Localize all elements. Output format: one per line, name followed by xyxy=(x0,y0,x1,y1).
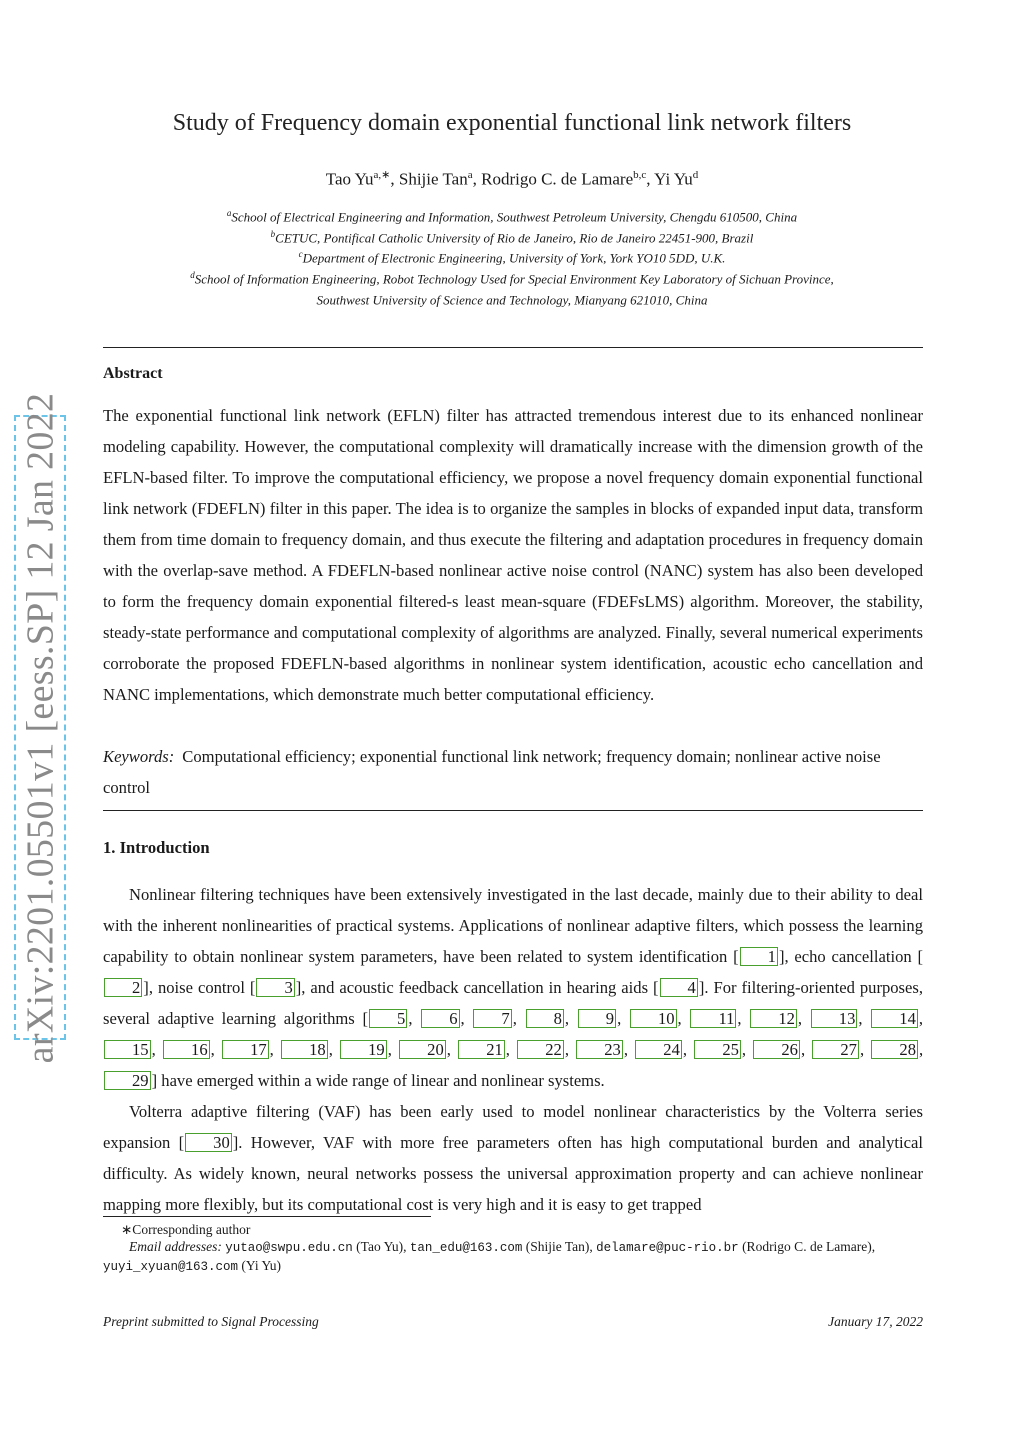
citation-list: 5 , 6 , 7 , 8 , 9 , 10 , 11 , 12 , 13 , 14 , 15 , 16 , 17 , 18 , 19 , 20 , 21 , 22 , 23 , 24 , 25 , 26 , 27 , 28 , 29 xyxy=(103,1009,923,1090)
citation-link[interactable]: 19 xyxy=(340,1040,387,1059)
abstract-heading: Abstract xyxy=(103,365,163,382)
affiliation: Southwest University of Science and Technology, Mianyang 621010, China xyxy=(316,292,708,308)
author-name: Yi Yu xyxy=(654,169,693,189)
citation-link[interactable]: 29 xyxy=(104,1071,151,1090)
introduction-body xyxy=(103,879,923,1220)
arxiv-id: arXiv:2201.05501v1 [eess.SP] 12 Jan 2022 xyxy=(19,392,61,1063)
citation-link[interactable]: 27 xyxy=(812,1040,859,1059)
citation-link[interactable]: 25 xyxy=(694,1040,741,1059)
corresponding-author-note: ∗Corresponding author xyxy=(121,1222,251,1237)
affiliation: $^c$Department of Electronic Engineering, University of York, York YO10 5DD, U.K. xyxy=(298,249,726,266)
author-affil-mark: a,∗ xyxy=(373,169,391,181)
preprint-note: Preprint submitted to Signal Processing xyxy=(103,1314,319,1329)
paragraph: Volterra adaptive filtering (VAF) has been early used to model nonlinear characteristics by the Volterra series expansion [ 30 ]. However, VAF with more free parameters often has high computational burden and analytical difficulty. As widely known, neural networks possess the universal approximation property and can achieve nonlinear mapping more flexibly, but its computational cost is very high and it is easy to get trapped xyxy=(103,1102,923,1214)
citation-link[interactable]: 30 xyxy=(185,1133,232,1152)
citation-link[interactable]: 4 xyxy=(660,978,698,997)
citation-link[interactable]: 18 xyxy=(281,1040,328,1059)
author-affil-mark: d xyxy=(692,169,699,181)
citation-link[interactable]: 17 xyxy=(222,1040,269,1059)
citation-link[interactable]: 21 xyxy=(458,1040,505,1059)
email-addresses: Email addresses: yutao@swpu.edu.cn (Tao Yu), tan_edu@163.com (Shijie Tan), delamare@puc-rio.br (Rodrigo C. de Lamare), yuyi_xyuan@163.com (Yi Yu) xyxy=(103,1239,876,1274)
citation-link[interactable]: 28 xyxy=(871,1040,918,1059)
footnote-rule xyxy=(103,1216,431,1217)
affiliation: $^d$School of Information Engineering, Robot Technology Used for Special Environment Key Laboratory of Sichuan Province, xyxy=(190,270,834,287)
citation-link[interactable]: 7 xyxy=(473,1009,511,1028)
affiliations xyxy=(100,205,924,309)
abstract-bottom-rule xyxy=(103,810,923,811)
citation-link[interactable]: 15 xyxy=(104,1040,151,1059)
author-name: Tao Yu xyxy=(325,169,374,189)
citation-link[interactable]: 9 xyxy=(578,1009,616,1028)
citation-link[interactable]: 16 xyxy=(163,1040,210,1059)
citation-link[interactable]: 14 xyxy=(871,1009,918,1028)
citation-link[interactable]: 22 xyxy=(517,1040,564,1059)
author-name: Shijie Tan xyxy=(398,169,468,189)
citation-link[interactable]: 8 xyxy=(526,1009,564,1028)
arxiv-stamp[interactable] xyxy=(14,392,66,1063)
author-affil-mark: a xyxy=(467,169,473,181)
author-affil-mark: b,c xyxy=(633,169,647,181)
email-link[interactable]: tan_edu@163.com xyxy=(409,1241,523,1255)
email-link[interactable]: yutao@swpu.edu.cn xyxy=(225,1241,353,1255)
preprint-date: January 17, 2022 xyxy=(828,1314,923,1329)
keywords-label: Keywords: xyxy=(103,747,175,766)
paragraph: Nonlinear filtering techniques have been extensively investigated in the last decade, mainly due to their ability to deal with the inherent nonlinearities of practical systems. Applications of nonlinear adaptive filters, which possess the learning capability to obtain nonlinear system parameters, have been related to system identification [ 1 ], echo cancellation [2 ], noise control [ 3 ], and acoustic feedback cancellation in hearing aids [ 4 ]. For filtering-oriented purposes, several adaptive learning algorithms [ 5 , 6 , 7 , 8 , 9 , 10 , 11 , 12 , 13 , 14 , 15 , 16 , 17 , 18 , 19 , 20 , 21 , 22 , 23 , 24 , 25 , 26 , 27 , 28 , 29 ] have emerged within a wide range of linear and nonlinear systems. xyxy=(103,885,924,1090)
citation-link[interactable]: 10 xyxy=(630,1009,677,1028)
citation-link[interactable]: 2 xyxy=(104,978,142,997)
abstract-text: The exponential functional link network (EFLN) filter has attracted tremendous interest due to its enhanced nonlinear modeling capability. However, the computational complexity will dramatically increase with the dimension growth of the EFLN-based filter. To improve the computational efficiency, we propose a novel frequency domain exponential functional link network (FDEFLN) filter in this paper. The idea is to organize the samples in blocks of expanded input data, transform them from time domain to frequency domain, and thus execute the filtering and adaptation procedures in frequency domain with the overlap-save method. A FDEFLN-based nonlinear active noise control (NANC) system has also been developed to form the frequency domain exponential filtered-s least mean-square (FDEFsLMS) algorithm. Moreover, the stability, steady-state performance and computational complexity of algorithms are analyzed. Finally, several numerical experiments corroborate the proposed FDEFLN-based algorithms in nonlinear system identification, acoustic echo cancellation and NANC implementations, which demonstrate much better computational efficiency. xyxy=(103,406,923,704)
affiliation: $^a$School of Electrical Engineering and Information, Southwest Petroleum University, Chengdu 610500, China xyxy=(226,208,798,225)
footnote xyxy=(103,1221,923,1276)
citation-link[interactable]: 1 xyxy=(740,947,778,966)
section-heading: 1. Introduction xyxy=(103,838,210,857)
keywords xyxy=(103,741,923,803)
citation-link[interactable]: 23 xyxy=(576,1040,623,1059)
affiliation: $^b$CETUC, Pontifical Catholic University of Rio de Janeiro, Rio de Janeiro 22451-900, Brazil xyxy=(270,228,754,246)
email-link[interactable]: delamare@puc-rio.br xyxy=(596,1241,739,1255)
citation-link[interactable]: 26 xyxy=(753,1040,800,1059)
abstract-top-rule xyxy=(103,347,923,348)
citation-link[interactable]: 20 xyxy=(399,1040,446,1059)
author-name: Rodrigo C. de Lamare xyxy=(481,169,634,189)
email-link[interactable]: yuyi_xyuan@163.com xyxy=(103,1260,239,1274)
citation-link[interactable]: 3 xyxy=(256,978,294,997)
author-list: Tao $Yu^{a,∗}$, Shijie Tan$^a$, Rodrigo C. de Lamare$^{b,c}$, Yi Yu$^d$ xyxy=(325,169,699,189)
citation-link[interactable]: 11 xyxy=(690,1009,736,1028)
keywords-text: Computational efficiency; exponential functional link network; frequency domain; nonlinear active noise control xyxy=(103,747,881,797)
citation-link[interactable]: 13 xyxy=(811,1009,858,1028)
citation-link[interactable]: 5 xyxy=(369,1009,407,1028)
citation-link[interactable]: 6 xyxy=(421,1009,459,1028)
citation-link[interactable]: 12 xyxy=(750,1009,797,1028)
citation-link[interactable]: 24 xyxy=(635,1040,682,1059)
paper-title: Study of Frequency domain exponential functional link network filters xyxy=(172,110,852,136)
